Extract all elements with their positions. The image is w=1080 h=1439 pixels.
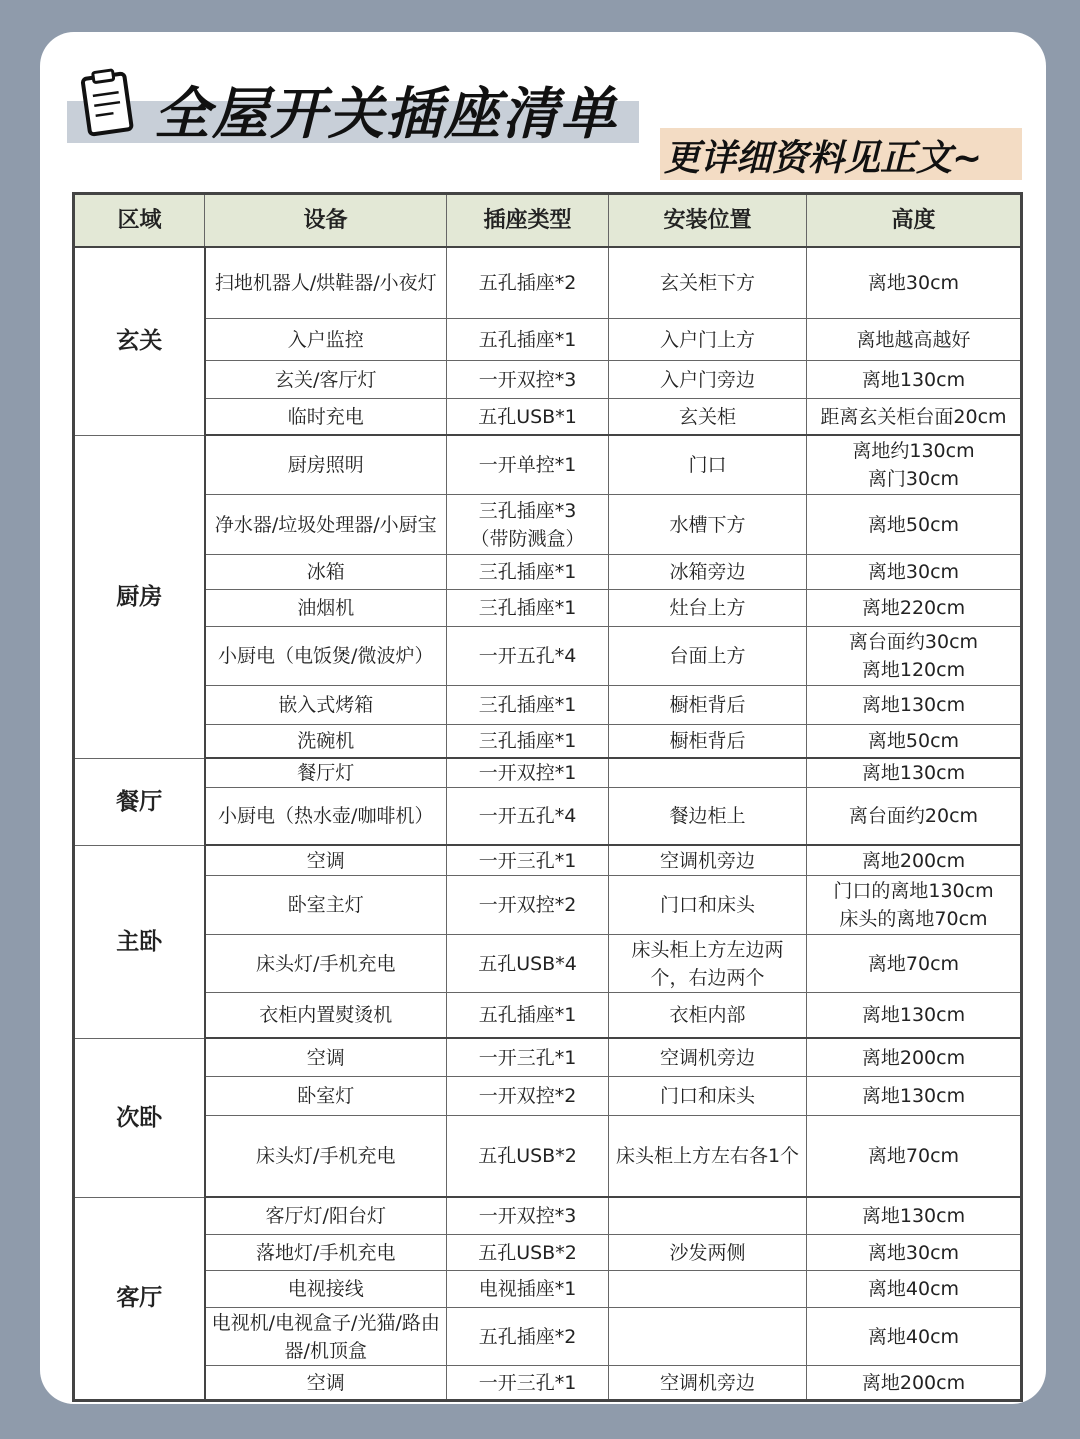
table-row bbox=[74, 1308, 1022, 1366]
height-cell: 离地130cm bbox=[807, 758, 1022, 788]
device-cell: 落地灯/手机充电 bbox=[205, 1235, 447, 1271]
device-cell: 客厅灯/阳台灯 bbox=[205, 1197, 447, 1235]
area-cell: 客厅 bbox=[74, 1197, 205, 1401]
position-cell: 衣柜内部 bbox=[609, 993, 807, 1039]
position-cell: 橱柜背后 bbox=[609, 725, 807, 759]
device-cell: 卧室灯 bbox=[205, 1077, 447, 1116]
position-cell: 空调机旁边 bbox=[609, 1038, 807, 1077]
table-row bbox=[74, 247, 1022, 319]
height-cell: 离地130cm bbox=[807, 1197, 1022, 1235]
page-title: 全屋开关插座清单 bbox=[154, 82, 618, 147]
position-cell: 玄关柜下方 bbox=[609, 247, 807, 319]
area-cell: 主卧 bbox=[74, 845, 205, 1038]
position-cell bbox=[609, 1308, 807, 1366]
socket-type-cell: 一开三孔*1 bbox=[447, 1038, 609, 1077]
device-cell: 电视接线 bbox=[205, 1271, 447, 1308]
height-cell: 离台面约20cm bbox=[807, 788, 1022, 846]
device-cell: 衣柜内置熨烫机 bbox=[205, 993, 447, 1039]
col-header-height: 高度 bbox=[807, 194, 1022, 248]
socket-type-cell: 一开五孔*4 bbox=[447, 788, 609, 846]
area-cell: 玄关 bbox=[74, 247, 205, 435]
table-row bbox=[74, 788, 1022, 846]
socket-type-cell: 五孔插座*1 bbox=[447, 993, 609, 1039]
socket-type-cell: 五孔USB*2 bbox=[447, 1235, 609, 1271]
height-cell: 离地130cm bbox=[807, 686, 1022, 725]
height-cell: 离地220cm bbox=[807, 590, 1022, 627]
socket-type-cell: 一开双控*2 bbox=[447, 1077, 609, 1116]
clipboard-icon bbox=[72, 66, 142, 140]
position-cell: 玄关柜 bbox=[609, 399, 807, 436]
table-row bbox=[74, 1197, 1022, 1235]
area-cell: 餐厅 bbox=[74, 758, 205, 845]
device-cell: 净水器/垃圾处理器/小厨宝 bbox=[205, 495, 447, 555]
height-cell: 离地200cm bbox=[807, 845, 1022, 876]
device-cell: 冰箱 bbox=[205, 555, 447, 590]
table-row bbox=[74, 1271, 1022, 1308]
socket-type-cell: 电视插座*1 bbox=[447, 1271, 609, 1308]
device-cell: 小厨电（电饭煲/微波炉） bbox=[205, 627, 447, 686]
height-cell: 离地越高越好 bbox=[807, 319, 1022, 361]
position-cell: 空调机旁边 bbox=[609, 1366, 807, 1401]
device-cell: 电视机/电视盒子/光猫/路由器/机顶盒 bbox=[205, 1308, 447, 1366]
table-row bbox=[74, 758, 1022, 788]
table-row bbox=[74, 935, 1022, 993]
socket-type-cell: 三孔插座*1 bbox=[447, 555, 609, 590]
height-cell: 离地30cm bbox=[807, 555, 1022, 590]
socket-type-cell: 五孔USB*1 bbox=[447, 399, 609, 436]
height-cell: 离地200cm bbox=[807, 1038, 1022, 1077]
position-cell: 门口和床头 bbox=[609, 1077, 807, 1116]
position-cell: 灶台上方 bbox=[609, 590, 807, 627]
device-cell: 嵌入式烤箱 bbox=[205, 686, 447, 725]
table-row bbox=[74, 1077, 1022, 1116]
position-cell: 水槽下方 bbox=[609, 495, 807, 555]
col-header-socket-type: 插座类型 bbox=[447, 194, 609, 248]
table-row bbox=[74, 399, 1022, 436]
table-row bbox=[74, 876, 1022, 935]
position-cell: 沙发两侧 bbox=[609, 1235, 807, 1271]
socket-type-cell: 五孔USB*4 bbox=[447, 935, 609, 993]
device-cell: 临时充电 bbox=[205, 399, 447, 436]
area-cell: 厨房 bbox=[74, 435, 205, 758]
socket-type-cell: 五孔插座*2 bbox=[447, 1308, 609, 1366]
height-cell: 离地40cm bbox=[807, 1271, 1022, 1308]
socket-type-cell: 一开双控*2 bbox=[447, 876, 609, 935]
table-row bbox=[74, 686, 1022, 725]
socket-type-cell: 一开双控*3 bbox=[447, 361, 609, 399]
height-cell: 离地30cm bbox=[807, 1235, 1022, 1271]
device-cell: 厨房照明 bbox=[205, 435, 447, 495]
socket-type-cell: 五孔插座*1 bbox=[447, 319, 609, 361]
area-cell: 次卧 bbox=[74, 1038, 205, 1197]
position-cell: 餐边柜上 bbox=[609, 788, 807, 846]
col-header-position: 安装位置 bbox=[609, 194, 807, 248]
height-cell: 离地200cm bbox=[807, 1366, 1022, 1401]
socket-type-cell: 三孔插座*1 bbox=[447, 686, 609, 725]
table-row bbox=[74, 590, 1022, 627]
position-cell: 入户门旁边 bbox=[609, 361, 807, 399]
height-cell: 门口的离地130cm 床头的离地70cm bbox=[807, 876, 1022, 935]
socket-type-cell: 一开单控*1 bbox=[447, 435, 609, 495]
height-cell: 离地30cm bbox=[807, 247, 1022, 319]
position-cell bbox=[609, 1271, 807, 1308]
socket-type-cell: 三孔插座*1 bbox=[447, 725, 609, 759]
height-cell: 离地130cm bbox=[807, 361, 1022, 399]
device-cell: 空调 bbox=[205, 1038, 447, 1077]
table-row bbox=[74, 361, 1022, 399]
height-cell: 离地130cm bbox=[807, 1077, 1022, 1116]
table-row bbox=[74, 495, 1022, 555]
position-cell: 橱柜背后 bbox=[609, 686, 807, 725]
height-cell: 离地40cm bbox=[807, 1308, 1022, 1366]
position-cell: 门口和床头 bbox=[609, 876, 807, 935]
table-row bbox=[74, 993, 1022, 1039]
table-body bbox=[74, 247, 1022, 1401]
height-cell: 离台面约30cm 离地120cm bbox=[807, 627, 1022, 686]
socket-type-cell: 一开三孔*1 bbox=[447, 845, 609, 876]
position-cell: 床头柜上方左右各1个 bbox=[609, 1116, 807, 1198]
position-cell: 入户门上方 bbox=[609, 319, 807, 361]
table-row bbox=[74, 1235, 1022, 1271]
position-cell: 门口 bbox=[609, 435, 807, 495]
table-header-row bbox=[74, 194, 1022, 248]
position-cell: 台面上方 bbox=[609, 627, 807, 686]
socket-type-cell: 一开三孔*1 bbox=[447, 1366, 609, 1401]
device-cell: 空调 bbox=[205, 845, 447, 876]
height-cell: 离地50cm bbox=[807, 495, 1022, 555]
page-subtitle: 更详细资料见正文~ bbox=[664, 138, 983, 179]
table-row bbox=[74, 319, 1022, 361]
position-cell bbox=[609, 758, 807, 788]
socket-type-cell: 一开双控*3 bbox=[447, 1197, 609, 1235]
position-cell bbox=[609, 1197, 807, 1235]
socket-type-cell: 三孔插座*1 bbox=[447, 590, 609, 627]
socket-type-cell: 一开双控*1 bbox=[447, 758, 609, 788]
col-header-device: 设备 bbox=[205, 194, 447, 248]
socket-type-cell: 五孔USB*2 bbox=[447, 1116, 609, 1198]
table-row bbox=[74, 627, 1022, 686]
device-cell: 卧室主灯 bbox=[205, 876, 447, 935]
col-header-area: 区域 bbox=[74, 194, 205, 248]
table-row bbox=[74, 845, 1022, 876]
device-cell: 玄关/客厅灯 bbox=[205, 361, 447, 399]
height-cell: 离地70cm bbox=[807, 935, 1022, 993]
table-row bbox=[74, 1038, 1022, 1077]
socket-type-cell: 三孔插座*3 （带防溅盒） bbox=[447, 495, 609, 555]
table-row bbox=[74, 725, 1022, 759]
device-cell: 小厨电（热水壶/咖啡机） bbox=[205, 788, 447, 846]
socket-type-cell: 一开五孔*4 bbox=[447, 627, 609, 686]
position-cell: 冰箱旁边 bbox=[609, 555, 807, 590]
position-cell: 空调机旁边 bbox=[609, 845, 807, 876]
device-cell: 餐厅灯 bbox=[205, 758, 447, 788]
table-row bbox=[74, 1116, 1022, 1198]
device-cell: 扫地机器人/烘鞋器/小夜灯 bbox=[205, 247, 447, 319]
device-cell: 床头灯/手机充电 bbox=[205, 935, 447, 993]
height-cell: 离地70cm bbox=[807, 1116, 1022, 1198]
height-cell: 距离玄关柜台面20cm bbox=[807, 399, 1022, 436]
height-cell: 离地130cm bbox=[807, 993, 1022, 1039]
device-cell: 床头灯/手机充电 bbox=[205, 1116, 447, 1198]
socket-type-cell: 五孔插座*2 bbox=[447, 247, 609, 319]
device-cell: 油烟机 bbox=[205, 590, 447, 627]
table-row bbox=[74, 435, 1022, 495]
height-cell: 离地50cm bbox=[807, 725, 1022, 759]
height-cell: 离地约130cm 离门30cm bbox=[807, 435, 1022, 495]
switch-socket-table bbox=[72, 192, 1023, 1402]
table-row bbox=[74, 1366, 1022, 1401]
device-cell: 洗碗机 bbox=[205, 725, 447, 759]
device-cell: 空调 bbox=[205, 1366, 447, 1401]
device-cell: 入户监控 bbox=[205, 319, 447, 361]
position-cell: 床头柜上方左边两个，右边两个 bbox=[609, 935, 807, 993]
table-row bbox=[74, 555, 1022, 590]
